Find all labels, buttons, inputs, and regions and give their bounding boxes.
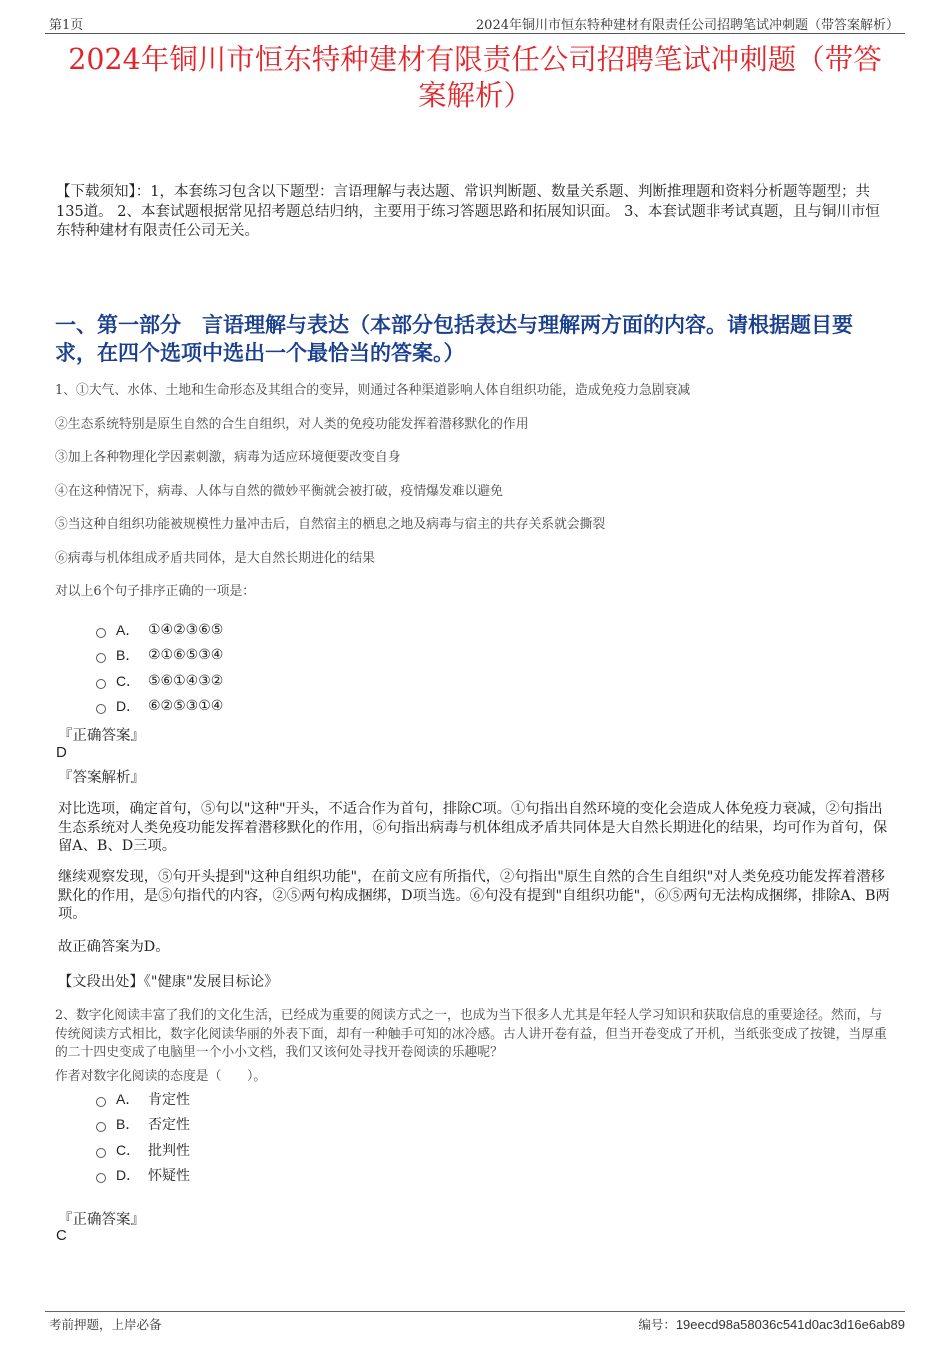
- footer-code-label: 编号：: [638, 1317, 676, 1332]
- option-key: A．: [116, 1090, 140, 1107]
- q1-analysis-1: 对比选项，确定首句，⑤句以"这种"开头，不适合作为首句，排除C项。①句指出自然环境的变化会造成人体免疫力衰减，②句指出生态系统对人类免疫功能发挥着潜移默化的作用，⑥句指出病毒与机体组成矛盾共同体是大自然长期进化的结果，均可作为首句，保留A、B、D三项。: [58, 801, 888, 854]
- download-notice: 【下载须知】：1，本套练习包含以下题型：言语理解与表达题、常识判断题、数量关系题、判断推理题和资料分析题等题型；共135道。 2、本套试题根据常见招考题总结归纳，主要用于练习答题思路和拓展知识面。 3、本套试题非考试真题，且与铜川市恒东特种建材有限责任公司无关。: [56, 184, 880, 239]
- q2-answer: C: [56, 1227, 67, 1244]
- document-title: 2024年铜川市恒东特种建材有限责任公司招聘笔试冲刺题（带答案解析）: [68, 43, 882, 112]
- q1-analysis-3: 故正确答案为D。: [58, 939, 170, 955]
- q1-sentence-2: ②生态系统特别是原生自然的合生自组织，对人类的免疫功能发挥着潜移默化的作用: [55, 417, 529, 432]
- radio-icon[interactable]: [96, 1122, 106, 1132]
- q1-sentence-1: 1、①大气、水体、土地和生命形态及其组合的变异，则通过各种渠道影响人体自组织功能，造成免疫力急剧衰减: [55, 383, 691, 398]
- option-text: ⑤⑥①④③②: [148, 672, 224, 689]
- option-text: 批判性: [148, 1142, 190, 1159]
- q1-option-b[interactable]: [96, 643, 223, 669]
- q1-source: 【文段出处】《"健康"发展目标论》: [58, 974, 279, 990]
- q2-option-a[interactable]: [96, 1086, 190, 1112]
- radio-icon[interactable]: [96, 1097, 106, 1107]
- q1-option-c[interactable]: [96, 668, 223, 694]
- q1-analysis-label: 『答案解析』: [58, 770, 145, 786]
- option-key: B．: [116, 647, 140, 664]
- footer-code-value: 19eecd98a58036c541d0ac3d16e6ab89: [675, 1317, 905, 1332]
- option-text: 否定性: [148, 1117, 190, 1134]
- q1-option-a[interactable]: [96, 617, 223, 643]
- q2-options: [96, 1086, 190, 1188]
- q1-sentence-4: ④在这种情况下，病毒、人体与自然的微妙平衡就会被打破，疫情爆发难以避免: [55, 484, 503, 499]
- q1-answer: D: [56, 744, 67, 761]
- option-key: C．: [116, 672, 141, 689]
- page-footer: [45, 1311, 905, 1335]
- option-key: C．: [116, 1141, 141, 1158]
- q1-sentence-6: ⑥病毒与机体组成矛盾共同体，是大自然长期进化的结果: [55, 551, 375, 566]
- q1-sentence-3: ③加上各种物理化学因素刺激，病毒为适应环境便要改变自身: [55, 450, 401, 465]
- header-doc-title: 2024年铜川市恒东特种建材有限责任公司招聘笔试冲刺题（带答案解析）: [475, 18, 899, 33]
- radio-icon[interactable]: [96, 704, 106, 714]
- q1-answer-label: 『正确答案』: [58, 728, 145, 744]
- page-header: [45, 12, 905, 34]
- q2-option-d[interactable]: [96, 1163, 190, 1189]
- section-title: 一、第一部分 言语理解与表达（本部分包括表达与理解两方面的内容。请根据题目要求，在四个选项中选出一个最恰当的答案。）: [55, 312, 853, 365]
- q2-option-c[interactable]: [96, 1137, 190, 1163]
- q2-stem: 2、数字化阅读丰富了我们的文化生活，已经成为重要的阅读方式之一，也成为当下很多人尤其是年轻人学习知识和获取信息的重要途径。然而，与传统阅读方式相比，数字化阅读华丽的外表下面，却有一种触手可知的冰冷感。古人讲开卷有益，但当开卷变成了开机，当纸张变成了按键，当厚重的二十四史变成了电脑里一个小小文档，我们又该何处寻找开卷阅读的乐趣呢？: [55, 1008, 887, 1060]
- option-text: ⑥②⑤③①④: [148, 698, 224, 715]
- q2-option-b[interactable]: [96, 1112, 190, 1138]
- option-text: ①④②③⑥⑤: [148, 621, 224, 638]
- radio-icon[interactable]: [96, 1173, 106, 1183]
- q2-prompt: 作者对数字化阅读的态度是（ ）。: [55, 1069, 267, 1084]
- q1-analysis-2: 继续观察发现，⑤句开头提到"这种自组织功能"，在前文应有所指代，②句指出"原生自然的合生自组织"对人类免疫功能发挥着潜移默化的作用，是⑤句指代的内容，②⑤两句构成捆绑，D项当选。⑥句没有提到"自组织功能"，⑥⑤两句无法构成捆绑，排除A、B两项。: [58, 869, 890, 922]
- q2-answer-label: 『正确答案』: [58, 1212, 145, 1228]
- radio-icon[interactable]: [96, 679, 106, 689]
- option-text: 怀疑性: [148, 1168, 190, 1185]
- radio-icon[interactable]: [96, 653, 106, 663]
- footer-code: [638, 1315, 905, 1333]
- option-text: ②①⑥⑤③④: [148, 647, 224, 664]
- q1-options: [96, 617, 223, 719]
- q1-sentence-5: ⑤当这种自组织功能被规模性力量冲击后，自然宿主的栖息之地及病毒与宿主的共存关系就会撕裂: [55, 517, 606, 532]
- radio-icon[interactable]: [96, 1148, 106, 1158]
- option-key: A．: [116, 621, 140, 638]
- radio-icon[interactable]: [96, 628, 106, 638]
- option-key: B．: [116, 1116, 140, 1133]
- q1-prompt: 对以上6个句子排序正确的一项是：: [55, 584, 256, 599]
- q1-option-d[interactable]: [96, 694, 223, 720]
- option-key: D．: [116, 698, 141, 715]
- option-key: D．: [116, 1167, 141, 1184]
- option-text: 肯定性: [148, 1091, 190, 1108]
- footer-slogan: 考前押题，上岸必备: [49, 1317, 162, 1332]
- page-number: 第1页: [49, 18, 84, 33]
